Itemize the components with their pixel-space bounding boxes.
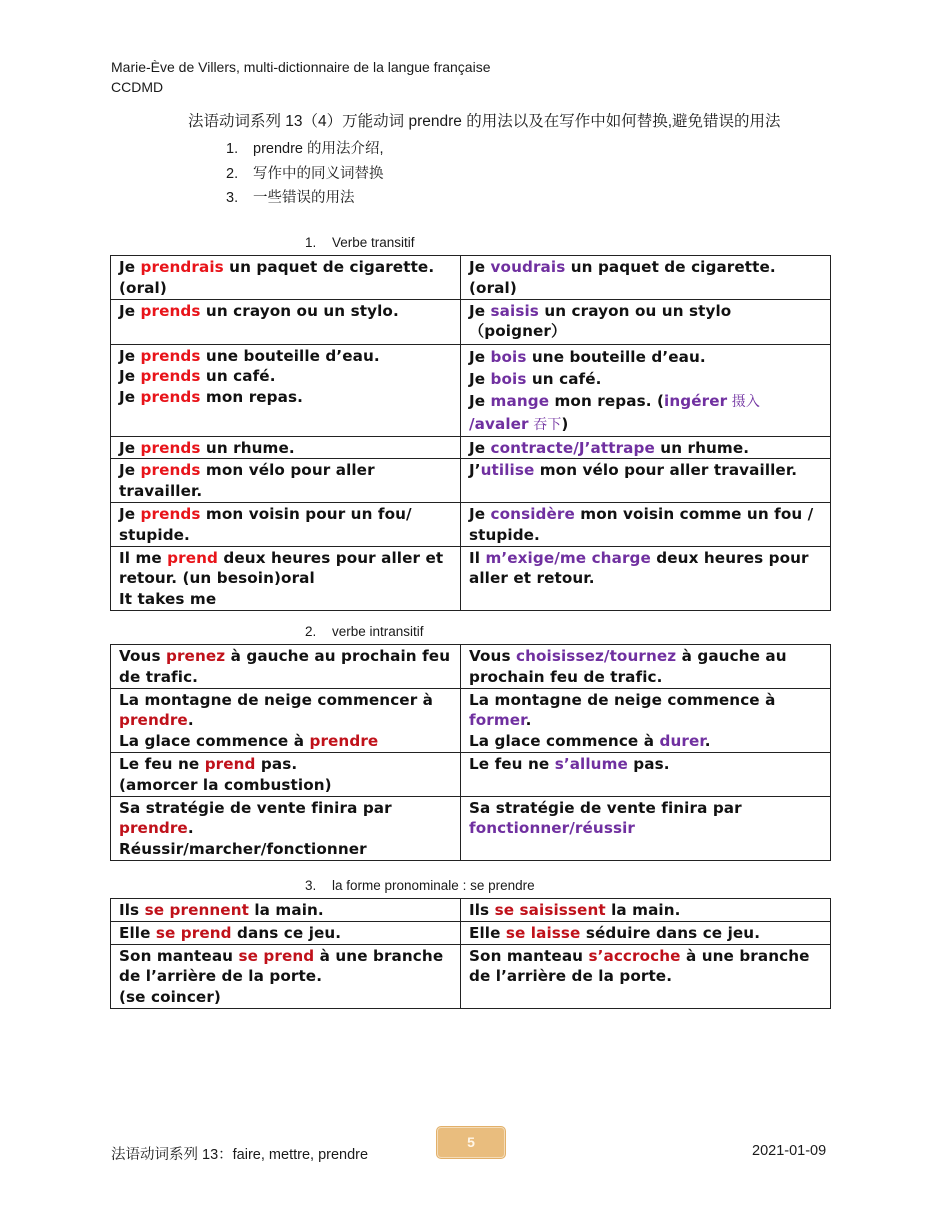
table-transitive <box>110 255 831 611</box>
table-cell-replacement: La montagne de neige commence à former. La glace commence à durer. <box>461 688 831 752</box>
table-cell-replacement: Elle se laisse séduire dans ce jeu. <box>461 921 831 944</box>
table-cell-original: Le feu ne prend pas. (amorcer la combustion) <box>111 752 461 796</box>
table-cell-replacement: Je voudrais un paquet de cigarette. (oral) <box>461 256 831 300</box>
table-row <box>111 546 831 610</box>
section-number: 2. <box>305 624 317 639</box>
table-pronominal <box>110 898 831 1009</box>
table-cell-original: Je prends mon vélo pour aller travailler. <box>111 459 461 503</box>
table-row <box>111 436 831 459</box>
table-cell-replacement: Je bois une bouteille d’eau. Je bois un café. Je mange mon repas. (ingérer 摄入 /avaler 吞下) <box>461 344 831 436</box>
section-heading-intransitive <box>305 623 424 641</box>
toc-text: 一些错误的用法 <box>253 190 355 206</box>
table-intransitive <box>110 644 831 861</box>
table-cell-replacement: Son manteau s’accroche à une branche de l’arrière de la porte. <box>461 944 831 1008</box>
table-cell-original: Je prends un crayon ou un stylo. <box>111 299 461 344</box>
table-cell-replacement: J’utilise mon vélo pour aller travailler. <box>461 459 831 503</box>
toc-item <box>226 186 384 211</box>
section-title: Verbe transitif <box>332 235 415 250</box>
table-cell-replacement: Ils se saisissent la main. <box>461 899 831 922</box>
table-cell-original: Il me prend deux heures pour aller et retour. (un besoin)oral It takes me <box>111 546 461 610</box>
toc-number: 3. <box>226 190 239 206</box>
table-cell-original: Je prends mon voisin pour un fou/ stupide. <box>111 502 461 546</box>
table-cell-original: Ils se prennent la main. <box>111 899 461 922</box>
toc-item <box>226 162 384 187</box>
footer-series-title: 法语动词系列 13：faire, mettre, prendre <box>111 1147 369 1163</box>
table-row <box>111 752 831 796</box>
page-number-badge: 5 <box>437 1127 505 1158</box>
table-row <box>111 256 831 300</box>
table-cell-replacement: Je considère mon voisin comme un fou / stupide. <box>461 502 831 546</box>
table-cell-replacement: Il m’exige/me charge deux heures pour aller et retour. <box>461 546 831 610</box>
header-source: Marie-Ève de Villers, multi-dictionnaire de la langue française <box>111 59 491 75</box>
table-cell-original: Son manteau se prend à une branche de l’arrière de la porte. (se coincer) <box>111 944 461 1008</box>
table-of-contents <box>226 137 384 211</box>
table-cell-replacement: Je saisis un crayon ou un stylo （poigner） <box>461 299 831 344</box>
section-heading-pronominal <box>305 877 535 895</box>
table-cell-original: Je prendrais un paquet de cigarette. (oral) <box>111 256 461 300</box>
section-title: la forme pronominale : se prendre <box>332 878 535 893</box>
table-cell-original: Sa stratégie de vente finira par prendre. Réussir/marcher/fonctionner <box>111 796 461 860</box>
footer-date: 2021-01-09 <box>752 1143 827 1159</box>
table-row <box>111 944 831 1008</box>
toc-text: prendre 的用法介绍, <box>253 141 384 157</box>
table-cell-replacement: Sa stratégie de vente finira par fonctionner/réussir <box>461 796 831 860</box>
toc-item <box>226 137 384 162</box>
section-heading-transitive <box>305 234 415 252</box>
table-row <box>111 299 831 344</box>
section-number: 1. <box>305 235 317 250</box>
section-number: 3. <box>305 878 317 893</box>
toc-number: 1. <box>226 141 239 157</box>
toc-text: 写作中的同义词替换 <box>253 165 384 182</box>
table-cell-replacement: Le feu ne s’allume pas. <box>461 752 831 796</box>
header-publisher: CCDMD <box>111 79 164 95</box>
toc-number: 2. <box>226 165 239 182</box>
table-cell-replacement: Je contracte/J’attrape un rhume. <box>461 436 831 459</box>
table-row <box>111 645 831 689</box>
table-row <box>111 502 831 546</box>
table-cell-replacement: Vous choisissez/tournez à gauche au prochain feu de trafic. <box>461 645 831 689</box>
table-cell-original: Je prends une bouteille d’eau. Je prends un café. Je prends mon repas. <box>111 344 461 436</box>
table-cell-original: Vous prenez à gauche au prochain feu de trafic. <box>111 645 461 689</box>
table-cell-original: Je prends un rhume. <box>111 436 461 459</box>
table-row <box>111 688 831 752</box>
table-row <box>111 344 831 436</box>
table-row <box>111 921 831 944</box>
section-title: verbe intransitif <box>332 624 424 639</box>
table-cell-original: La montagne de neige commencer à prendre. La glace commence à prendre <box>111 688 461 752</box>
table-row <box>111 459 831 503</box>
table-row <box>111 796 831 860</box>
page-title: 法语动词系列 13（4）万能动词 prendre 的用法以及在写作中如何替换,避免错误的用法 <box>188 113 781 130</box>
table-row <box>111 899 831 922</box>
table-cell-original: Elle se prend dans ce jeu. <box>111 921 461 944</box>
